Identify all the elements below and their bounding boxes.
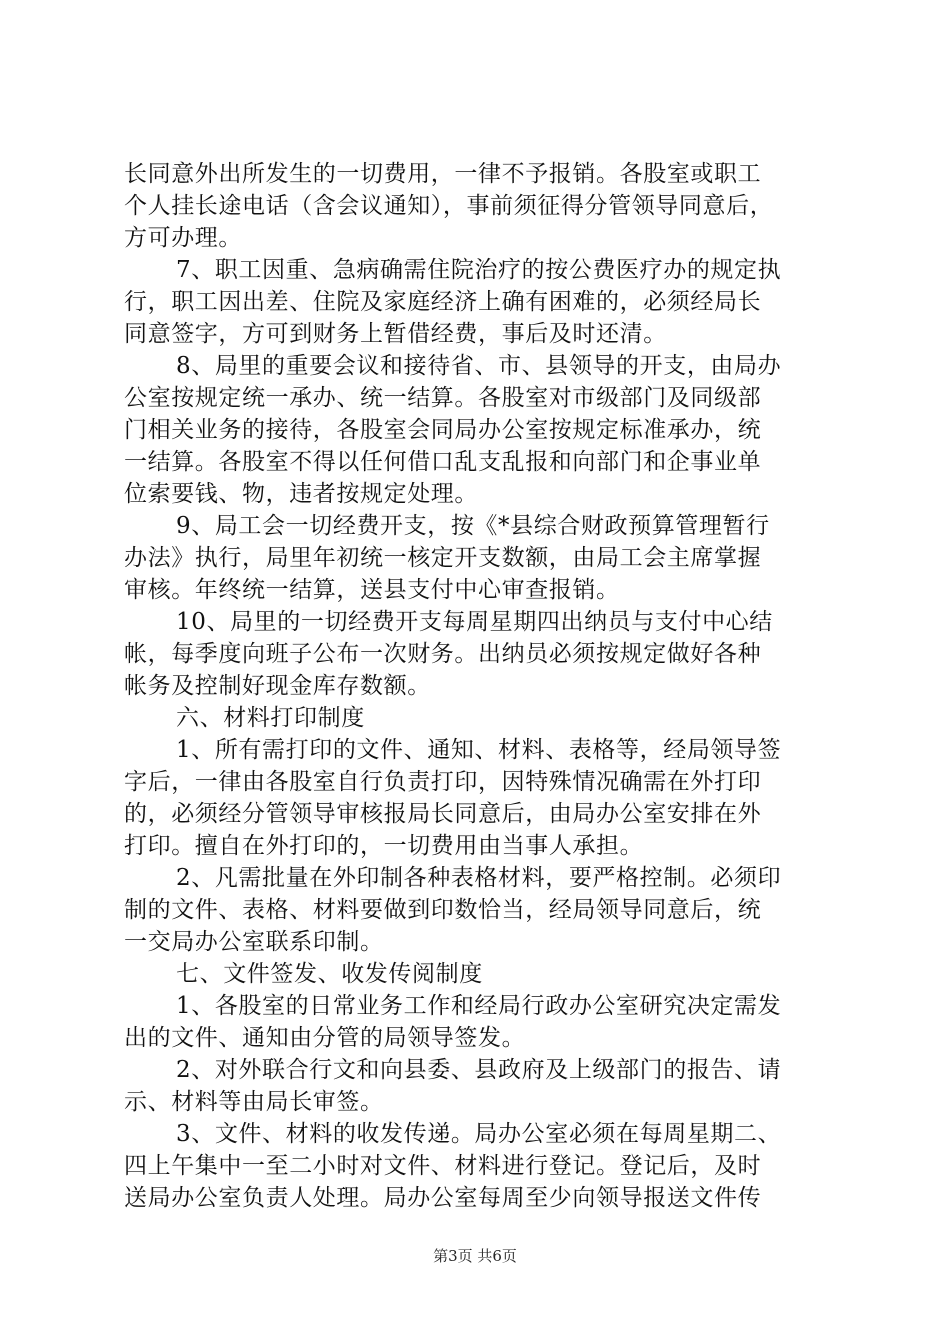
text-line: 打印。擅自在外打印的，一切费用由当事人承担。 [124,833,644,859]
text-line: 帐，每季度向班子公布一次财务。出纳员必须按规定做好各种 [124,641,762,667]
text-line: 门相关业务的接待，各股室会同局办公室按规定标准承办，统 [124,417,762,443]
page-footer: 第3页 共6页 [433,1247,517,1265]
text-line: 个人挂长途电话（含会议通知），事前须征得分管领导同意后， [124,193,774,219]
text-line: 方可办理。 [124,225,242,251]
text-line: 四上午集中一至二小时对文件、材料进行登记。登记后，及时 [124,1153,762,1179]
text-line: 帐务及控制好现金库存数额。 [124,673,431,699]
text-line: 1、各股室的日常业务工作和经局行政办公室研究决定需发 [176,993,782,1019]
text-line: 3、文件、材料的收发传递。局办公室必须在每周星期二、 [176,1121,782,1147]
text-line: 七、文件签发、收发传阅制度 [176,961,483,987]
document-body [124,158,834,1214]
text-line: 2、凡需批量在外印制各种表格材料，要严格控制。必须印 [176,865,782,891]
text-line: 六、材料打印制度 [176,705,365,731]
text-line: 1、所有需打印的文件、通知、材料、表格等，经局领导签 [176,737,782,763]
text-line: 制的文件、表格、材料要做到印数恰当，经局领导同意后，统 [124,897,762,923]
text-line: 长同意外出所发生的一切费用，一律不予报销。各股室或职工 [124,161,762,187]
text-line: 一交局办公室联系印制。 [124,929,384,955]
text-line: 办法》执行，局里年初统一核定开支数额，由局工会主席掌握 [124,545,762,571]
text-line: 同意签字，方可到财务上暂借经费，事后及时还清。 [124,321,667,347]
text-line: 审核。年终统一结算，送县支付中心审查报销。 [124,577,620,603]
text-line: 的，必须经分管领导审核报局长同意后，由局办公室安排在外 [124,801,762,827]
text-line: 字后，一律由各股室自行负责打印，因特殊情况确需在外打印 [124,769,762,795]
text-line: 出的文件、通知由分管的局领导签发。 [124,1025,526,1051]
text-line: 位索要钱、物，违者按规定处理。 [124,481,478,507]
text-line: 9、局工会一切经费开支，按《*县综合财政预算管理暂行 [176,513,770,539]
text-line: 示、材料等由局长审签。 [124,1089,384,1115]
text-line: 送局办公室负责人处理。局办公室每周至少向领导报送文件传 [124,1185,762,1211]
text-line: 行，职工因出差、住院及家庭经济上确有困难的，必须经局长 [124,289,762,315]
text-line: 8、局里的重要会议和接待省、市、县领导的开支，由局办 [176,353,782,379]
text-line: 10、局里的一切经费开支每周星期四出纳员与支付中心结 [176,609,773,635]
text-line: 一结算。各股室不得以任何借口乱支乱报和向部门和企事业单 [124,449,762,475]
text-line: 2、对外联合行文和向县委、县政府及上级部门的报告、请 [176,1057,782,1083]
text-line: 7、职工因重、急病确需住院治疗的按公费医疗办的规定执 [176,257,782,283]
text-line: 公室按规定统一承办、统一结算。各股室对市级部门及同级部 [124,385,762,411]
